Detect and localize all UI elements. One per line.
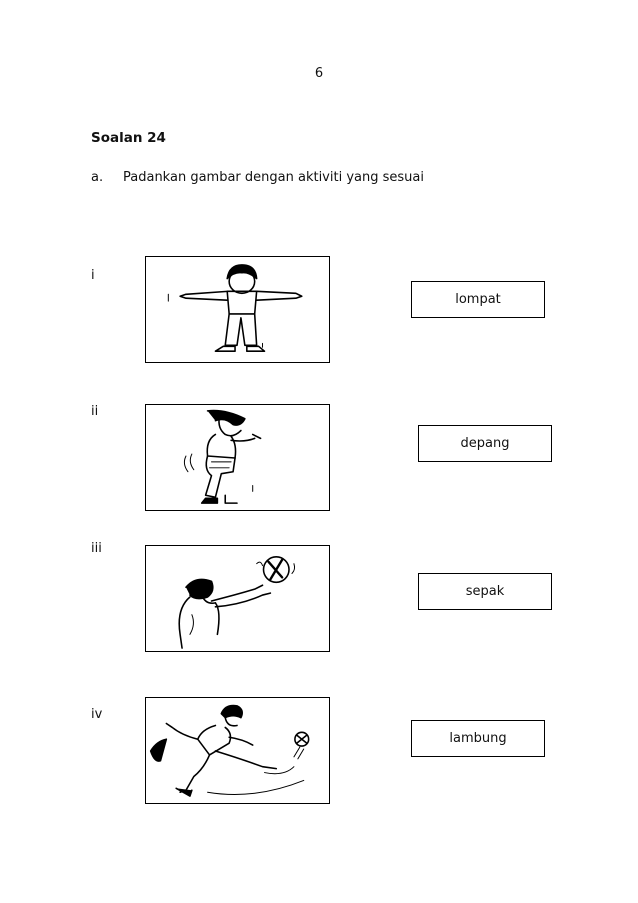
answer-box-3[interactable]: sepak <box>418 573 552 610</box>
page-number: 6 <box>314 66 324 81</box>
answer-box-1[interactable]: lompat <box>411 281 545 318</box>
boy-throwing-ball-illustration <box>146 546 329 651</box>
item-numeral: iii <box>91 541 102 556</box>
item-numeral: i <box>91 268 95 283</box>
question-title: Soalan 24 <box>91 130 166 146</box>
answer-box-2[interactable]: depang <box>418 425 552 462</box>
picture-boy-throwing-ball <box>145 545 330 652</box>
answer-box-4[interactable]: lambung <box>411 720 545 757</box>
boy-kicking-ball-illustration <box>146 698 329 803</box>
item-numeral: iv <box>91 707 103 722</box>
picture-child-jumping <box>145 404 330 511</box>
child-arms-spread-illustration <box>146 257 329 362</box>
instruction-letter: a. <box>91 170 104 185</box>
instruction-text: Padankan gambar dengan aktiviti yang sesuai <box>123 170 424 185</box>
item-numeral: ii <box>91 404 99 419</box>
picture-child-arms-spread <box>145 256 330 363</box>
picture-boy-kicking-ball <box>145 697 330 804</box>
child-jumping-illustration <box>146 405 329 510</box>
